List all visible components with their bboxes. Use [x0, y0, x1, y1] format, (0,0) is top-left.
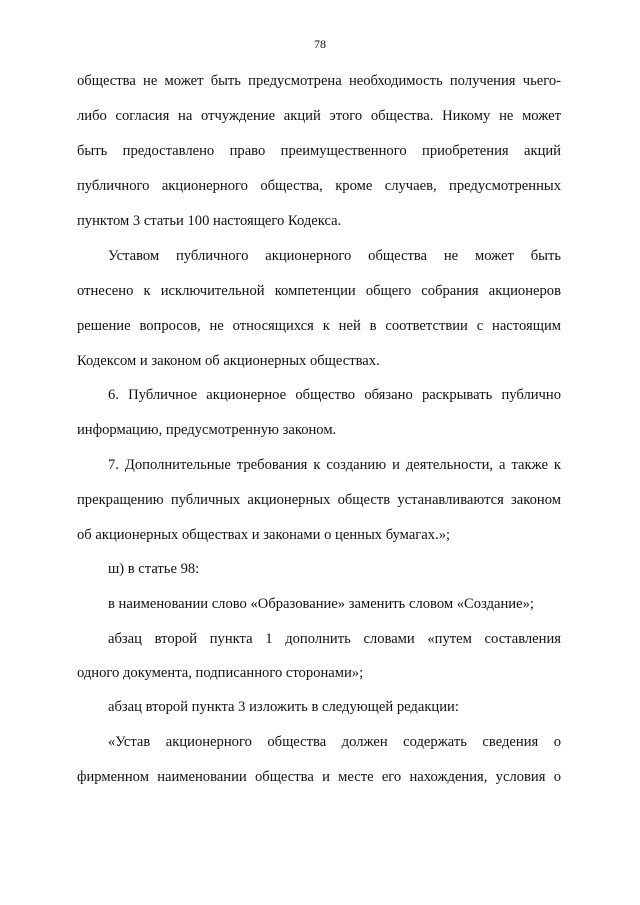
text-line: «Устав акционерного общества должен содержать сведения о [108, 734, 561, 750]
text-line: решение вопросов, не относящихся к ней в соответствии с настоящим [77, 318, 561, 334]
text-line: Уставом публичного акционерного общества не может быть [108, 248, 561, 264]
text-line: отнесено к исключительной компетенции общего собрания акционеров [77, 283, 561, 299]
text-line: быть предоставлено право преимущественного приобретения акций [77, 143, 561, 159]
text-line: одного документа, подписанного сторонами»; [77, 665, 364, 681]
text-line: абзац второй пункта 1 дополнить словами «путем составления [108, 631, 561, 647]
text-line: 7. Дополнительные требования к созданию и деятельности, а также к [108, 457, 561, 473]
text-line: публичного акционерного общества, кроме случаев, предусмотренных [77, 178, 561, 194]
text-line: общества не может быть предусмотрена необходимость получения чьего- [77, 73, 561, 89]
text-line: об акционерных обществах и законами о ценных бумагах.»; [77, 527, 451, 543]
text-line: в наименовании слово «Образование» заменить словом «Создание»; [108, 596, 534, 612]
text-line: информацию, предусмотренную законом. [77, 422, 337, 438]
text-line: ш) в статье 98: [108, 561, 200, 577]
text-line: 6. Публичное акционерное общество обязано раскрывать публично [108, 387, 561, 403]
text-line: Кодексом и законом об акционерных обществах. [77, 353, 380, 369]
text-line: прекращению публичных акционерных обществ устанавливаются законом [77, 492, 561, 508]
page-number: 78 [314, 37, 326, 51]
text-line: либо согласия на отчуждение акций этого общества. Никому не может [77, 108, 561, 124]
text-line: фирменном наименовании общества и месте его нахождения, условия о [77, 769, 561, 785]
text-line: абзац второй пункта 3 изложить в следующей редакции: [108, 699, 459, 715]
text-line: пунктом 3 статьи 100 настоящего Кодекса. [77, 213, 342, 229]
